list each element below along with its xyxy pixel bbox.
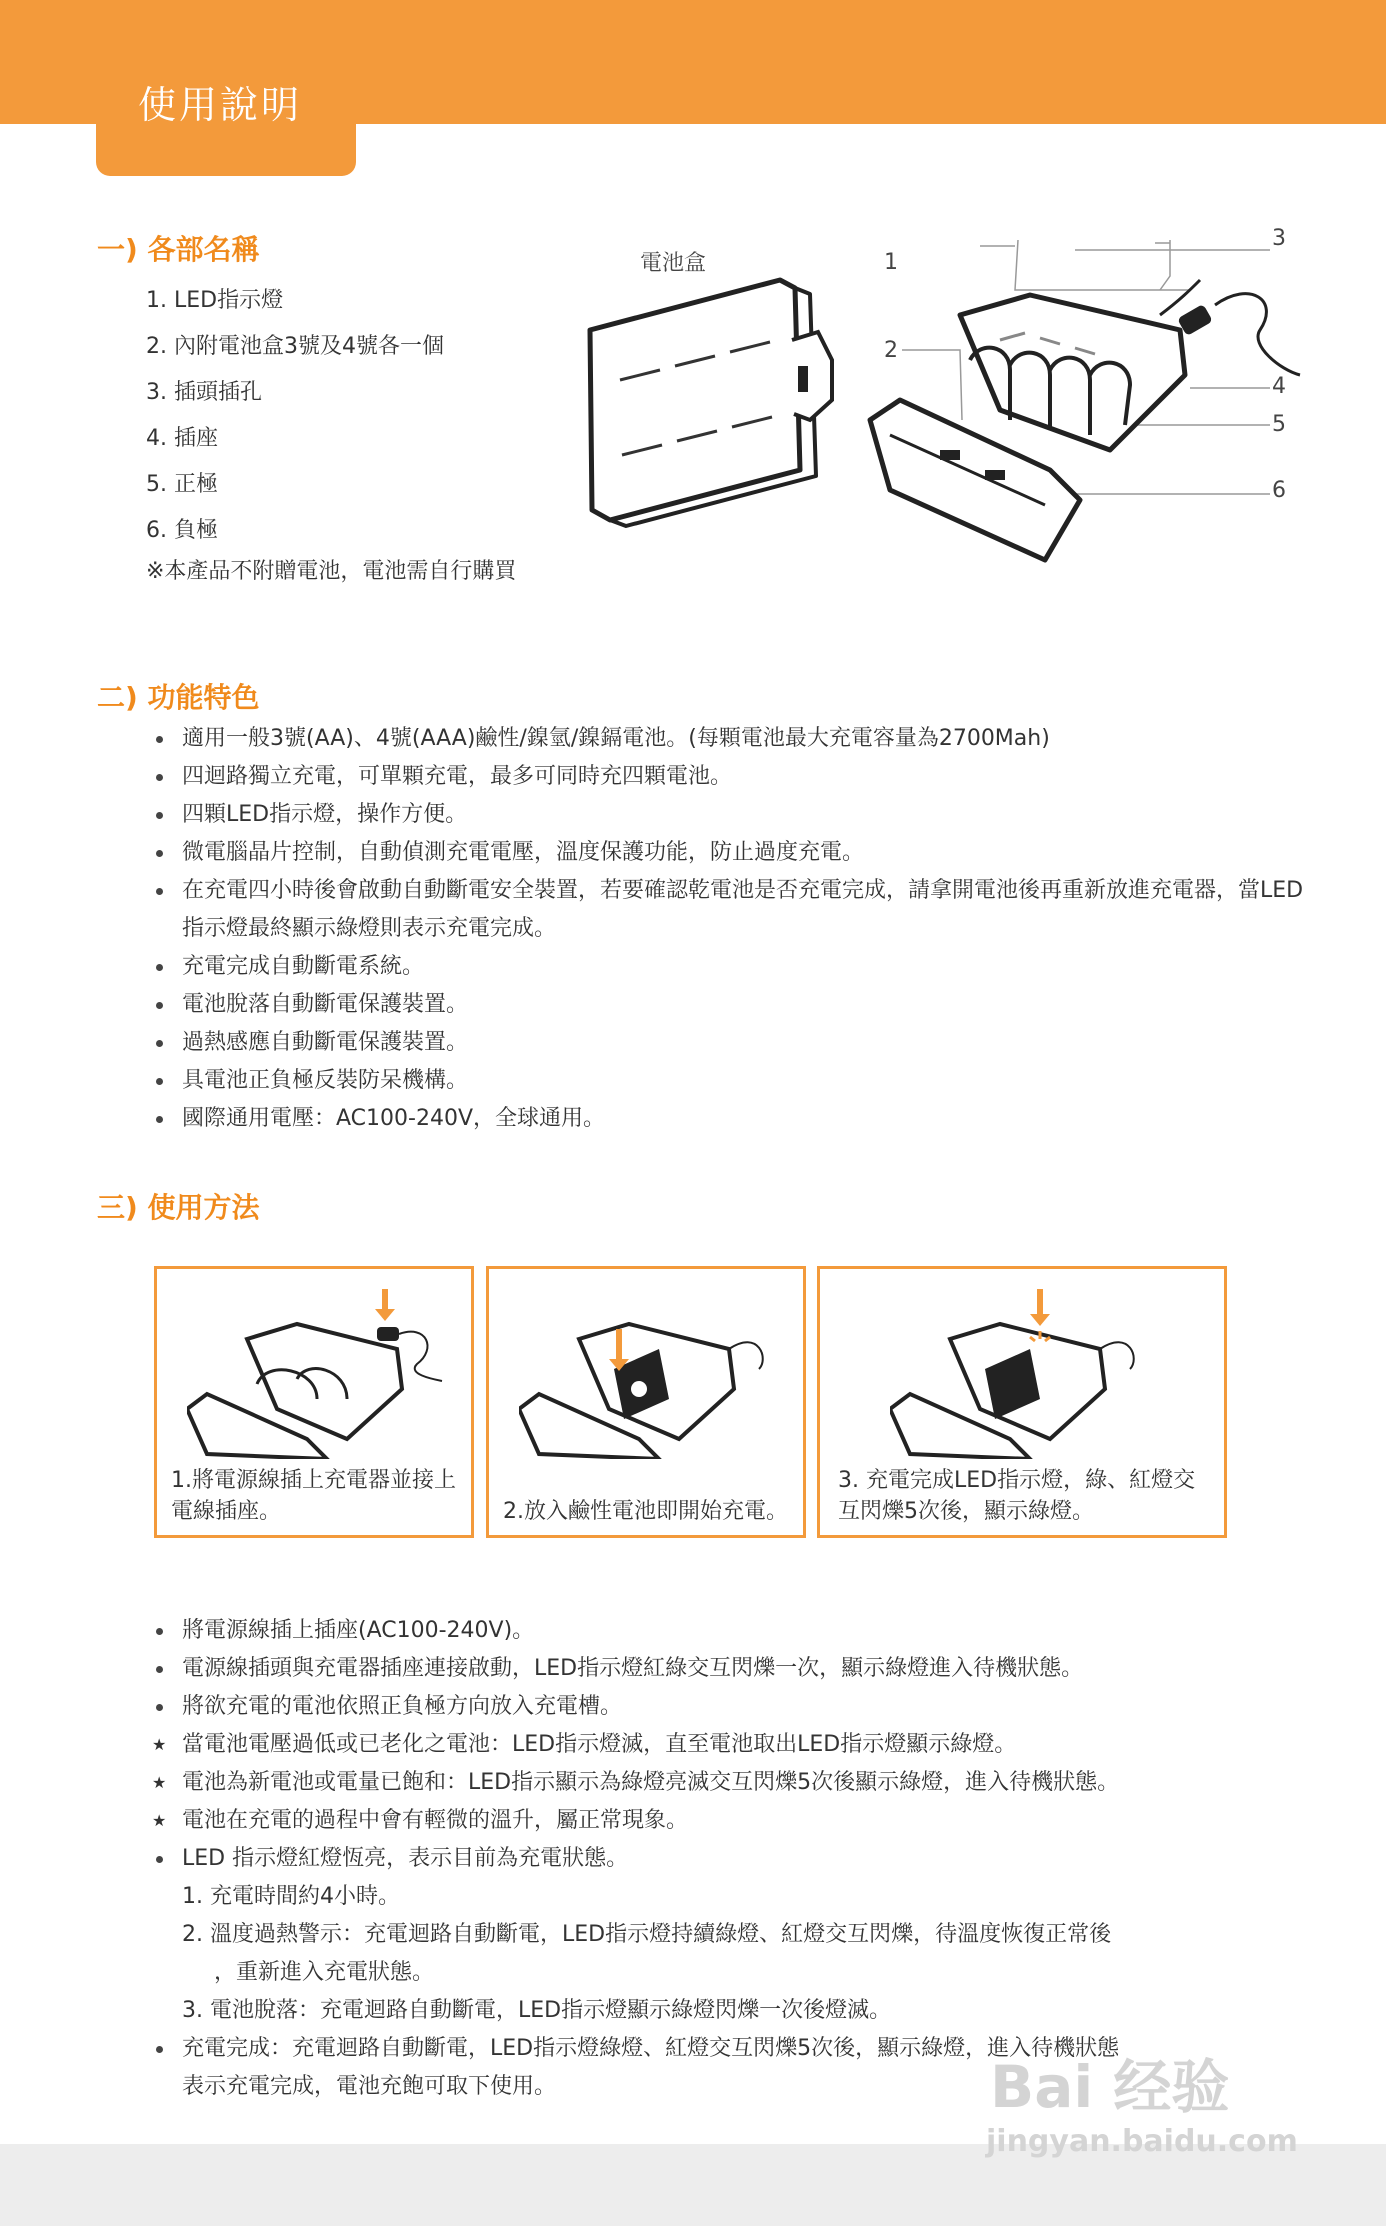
list-item: 電源線插頭與充電器插座連接啟動，LED指示燈紅綠交互閃爍一次，顯示綠燈進入待機狀態。 xyxy=(152,1650,1312,1688)
list-item: 電池脫落自動斷電保護裝置。 xyxy=(152,986,1312,1024)
step-2-caption: 2.放入鹼性電池即開始充電。 xyxy=(503,1499,788,1524)
list-item: 表示充電完成，電池充飽可取下使用。 xyxy=(182,2074,557,2099)
callout-3: 3 xyxy=(1272,226,1286,251)
step-1-illustration xyxy=(187,1289,447,1459)
list-item: ★ 電池在充電的過程中會有輕微的溫升，屬正常現象。 xyxy=(152,1802,1312,1840)
list-item: 5. 正極 xyxy=(146,472,218,497)
watermark-logo: Bai 经验 xyxy=(990,2053,1230,2121)
section2-title: 二) 功能特色 xyxy=(97,681,260,714)
step-3-caption: 3. 充電完成LED指示燈，綠、紅燈交互閃爍5次後，顯示綠燈。 xyxy=(838,1468,1196,1524)
list-item: 3. 插頭插孔 xyxy=(146,380,262,405)
list-item: 國際通用電壓：AC100-240V，全球通用。 xyxy=(152,1100,1312,1138)
list-item: 四迴路獨立充電，可單顆充電，最多可同時充四顆電池。 xyxy=(152,758,1312,796)
list-item: 1. 充電時間約4小時。 xyxy=(182,1884,400,1909)
callout-6: 6 xyxy=(1272,478,1286,503)
list-item: 2. 溫度過熱警示：充電迴路自動斷電，LED指示燈持續綠燈、紅燈交互閃爍，待溫度恢復正常後 xyxy=(182,1922,1112,1947)
list-item: 在充電四小時後會啟動自動斷電安全裝置，若要確認乾電池是否充電完成，請拿開電池後再重新放進充電器，當LED指示燈最終顯示綠燈則表示充電完成。 xyxy=(152,872,1312,948)
step-1-panel xyxy=(154,1266,474,1538)
charger-illustration xyxy=(860,220,1310,580)
step-2-illustration xyxy=(519,1289,779,1459)
list-item: 2. 內附電池盒3號及4號各一個 xyxy=(146,334,444,359)
page-title: 使用說明 xyxy=(138,83,303,127)
callout-4: 4 xyxy=(1272,374,1286,399)
step-3-panel xyxy=(817,1266,1227,1538)
list-item: 1. LED指示燈 xyxy=(146,288,284,313)
list-item: 微電腦晶片控制，自動偵測充電電壓，溫度保護功能，防止過度充電。 xyxy=(152,834,1312,872)
list-item: 充電完成：充電迴路自動斷電，LED指示燈綠燈、紅燈交互閃爍5次後，顯示綠燈，進入待機狀態 xyxy=(152,2030,1312,2068)
callout-2: 2 xyxy=(884,338,898,363)
list-item: 適用一般3號(AA)、4號(AAA)鹼性/鎳氫/鎳鎘電池。(每顆電池最大充電容量為2700Mah) xyxy=(152,720,1312,758)
list-item: LED 指示燈紅燈恆亮，表示目前為充電狀態。 xyxy=(152,1840,1312,1878)
battery-box-label: 電池盒 xyxy=(640,251,707,276)
section3-title: 三) 使用方法 xyxy=(97,1191,260,1224)
list-item: 具電池正負極反裝防呆機構。 xyxy=(152,1062,1312,1100)
parts-list xyxy=(146,286,444,562)
watermark-url: jingyan.baidu.com xyxy=(986,2124,1298,2159)
list-item: 過熱感應自動斷電保護裝置。 xyxy=(152,1024,1312,1062)
features-list xyxy=(152,720,1312,1138)
list-item: ，重新進入充電狀態。 xyxy=(214,1960,435,1985)
list-item: 四顆LED指示燈，操作方便。 xyxy=(152,796,1312,834)
list-item: ★ 當電池電壓過低或已老化之電池：LED指示燈滅，直至電池取出LED指示燈顯示綠燈。 xyxy=(152,1726,1312,1764)
list-item: 將電源線插上插座(AC100-240V)。 xyxy=(152,1612,1312,1650)
callout-5: 5 xyxy=(1272,412,1286,437)
battery-box-illustration xyxy=(570,270,840,530)
battery-note: ※本產品不附贈電池，電池需自行購買 xyxy=(146,559,517,584)
step-1-caption: 1.將電源線插上充電器並接上電線插座。 xyxy=(171,1468,456,1524)
section1-title: 一) 各部名稱 xyxy=(97,233,260,266)
list-item: 3. 電池脫落：充電迴路自動斷電，LED指示燈顯示綠燈閃爍一次後燈滅。 xyxy=(182,1998,892,2023)
step-3-illustration xyxy=(890,1289,1150,1459)
list-item: 將欲充電的電池依照正負極方向放入充電槽。 xyxy=(152,1688,1312,1726)
instructions-list xyxy=(152,1612,1312,2106)
list-item: 充電完成自動斷電系統。 xyxy=(152,948,1312,986)
list-item: 4. 插座 xyxy=(146,426,218,451)
list-item: 6. 負極 xyxy=(146,518,218,543)
list-item: ★ 電池為新電池或電量已飽和：LED指示顯示為綠燈亮滅交互閃爍5次後顯示綠燈，進入待機狀態。 xyxy=(152,1764,1312,1802)
callout-1: 1 xyxy=(884,250,898,275)
step-2-panel xyxy=(486,1266,806,1538)
